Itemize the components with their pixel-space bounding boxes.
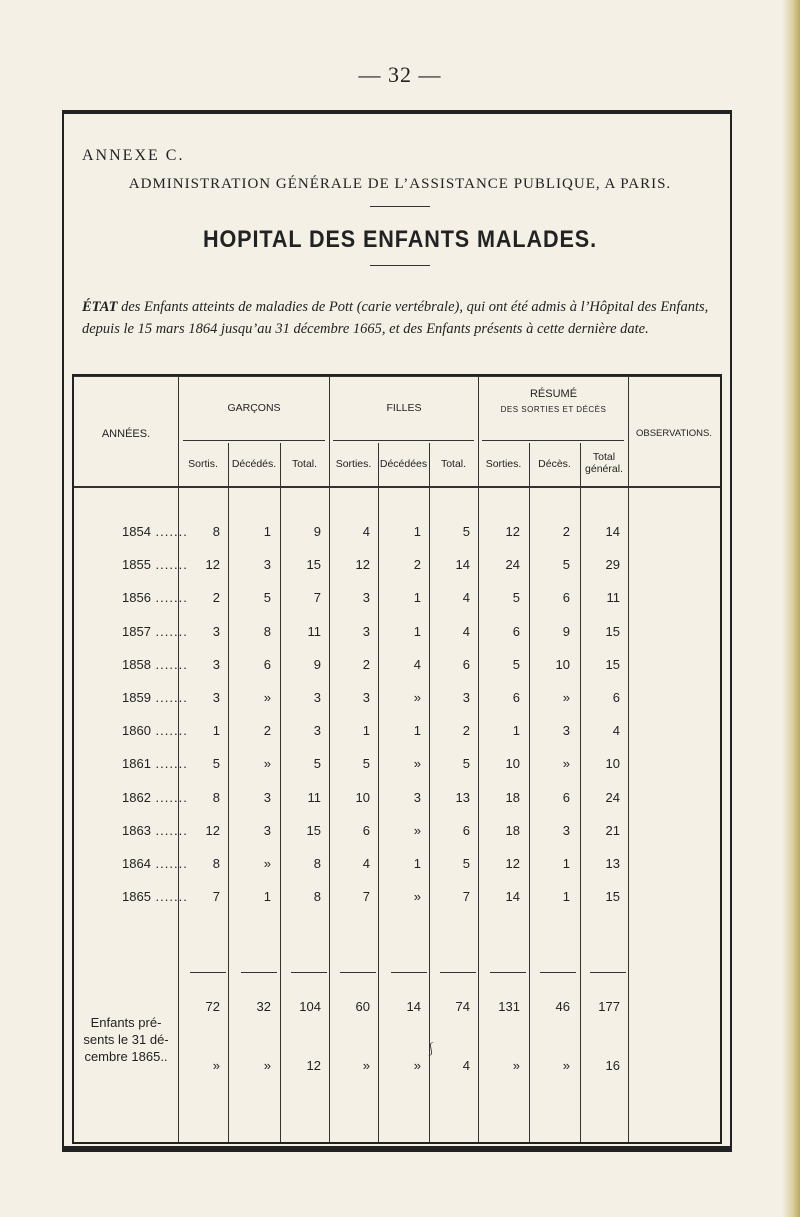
year-value: 1855 xyxy=(122,557,151,573)
table-cell: 12 xyxy=(205,557,220,573)
table-cell: 1 xyxy=(562,889,570,905)
table-cell: 8 xyxy=(212,524,220,539)
table-cell: 6 xyxy=(512,690,520,705)
year-value: 1864 xyxy=(122,856,151,871)
leader-dots: ....... xyxy=(150,690,188,705)
table-cell: 18 xyxy=(505,822,520,838)
table-cell: 131 xyxy=(498,999,520,1014)
table-cell: 6 xyxy=(362,822,370,838)
total-rule xyxy=(540,972,576,973)
table-cell: 32 xyxy=(256,999,271,1014)
caption-lead: ÉTAT xyxy=(82,299,118,315)
header-observations: OBSERVATIONS. xyxy=(635,428,713,439)
table-cell: 24 xyxy=(605,789,620,805)
header-garcons: GARÇONS xyxy=(227,402,281,414)
table-cell: 5 xyxy=(313,756,321,772)
table-cell: » xyxy=(212,1058,220,1073)
row-year xyxy=(122,657,188,672)
table-cell: 3 xyxy=(313,690,321,705)
table-cell: 12 xyxy=(306,1058,321,1073)
table-cell: 3 xyxy=(263,789,271,805)
total-rule xyxy=(291,972,327,973)
table-cell: » xyxy=(562,756,570,772)
table-cell: 9 xyxy=(313,656,321,672)
leader-dots: ....... xyxy=(150,656,188,672)
year-value: 1860 xyxy=(122,723,151,739)
garcons-brace xyxy=(183,440,325,441)
row-year xyxy=(122,723,188,738)
table-cell: 1 xyxy=(413,590,421,606)
table-cell: 7 xyxy=(212,889,220,905)
table-cell: 6 xyxy=(512,623,520,639)
table-cell: 16 xyxy=(605,1058,620,1073)
table-cell: 5 xyxy=(512,590,520,606)
table-cell: 177 xyxy=(598,999,620,1014)
table-cell: 5 xyxy=(462,524,470,539)
total-rule xyxy=(340,972,376,973)
row-year xyxy=(122,557,188,572)
table-cell: » xyxy=(413,1058,421,1073)
table-cell: 6 xyxy=(462,822,470,838)
table-cell: 5 xyxy=(462,856,470,871)
header-annees: ANNÉES. xyxy=(101,428,151,440)
table-cell: 1 xyxy=(413,856,421,871)
table-cell: 2 xyxy=(413,557,421,573)
table-cell: 1 xyxy=(413,723,421,739)
leader-dots: ....... xyxy=(150,623,188,639)
year-value: 1865 xyxy=(122,889,151,905)
table-cell: 2 xyxy=(462,723,470,739)
table-cell: » xyxy=(263,856,271,871)
row-year xyxy=(122,756,188,771)
table-cell: 7 xyxy=(462,889,470,905)
total-rule xyxy=(190,972,226,973)
table-cell: 10 xyxy=(505,756,520,772)
year-value: 1859 xyxy=(122,690,151,705)
table-cell: 3 xyxy=(212,623,220,639)
table-cell: » xyxy=(512,1058,520,1073)
year-value: 1863 xyxy=(122,822,151,838)
table-cell: 4 xyxy=(462,623,470,639)
header-total-general-line2: général. xyxy=(585,463,623,475)
table-cell: 14 xyxy=(406,999,421,1014)
leader-dots: ....... xyxy=(150,789,188,805)
row-year xyxy=(122,524,188,539)
table-cell: 6 xyxy=(263,656,271,672)
header-resume-sub: DES SORTIES ET DÉCÈS xyxy=(500,405,607,414)
table-cell: 4 xyxy=(612,723,620,739)
table-cell: 3 xyxy=(212,656,220,672)
row-year xyxy=(122,624,188,639)
table-cell: 5 xyxy=(462,756,470,772)
table-cell: 3 xyxy=(263,557,271,573)
table-cell: » xyxy=(413,822,421,838)
table-cell: 15 xyxy=(306,822,321,838)
table-cell: 5 xyxy=(263,590,271,606)
table-cell: 3 xyxy=(362,690,370,705)
table-cell: 1 xyxy=(562,856,570,871)
table-cell: » xyxy=(362,1058,370,1073)
table-cell: 3 xyxy=(562,822,570,838)
table-cell: 3 xyxy=(263,822,271,838)
table-cell: 4 xyxy=(413,656,421,672)
table-cell: 9 xyxy=(313,524,321,539)
col-divider xyxy=(628,376,629,1142)
table-cell: 12 xyxy=(355,557,370,573)
leader-dots: ....... xyxy=(150,822,188,838)
table-cell: 2 xyxy=(362,656,370,672)
total-rule xyxy=(590,972,626,973)
present-label xyxy=(76,1014,176,1065)
header-garcons-decedes: Décédés. xyxy=(231,458,277,470)
year-value: 1858 xyxy=(122,656,151,672)
row-year xyxy=(122,823,188,838)
leader-dots: ....... xyxy=(150,856,188,871)
filles-brace xyxy=(333,440,474,441)
header-resume-deces: Décès. xyxy=(538,458,571,470)
table-cell: 5 xyxy=(512,656,520,672)
table-cell: 18 xyxy=(505,789,520,805)
table-cell: 13 xyxy=(455,789,470,805)
present-label-line3: cembre 1865.. xyxy=(84,1049,168,1064)
page-number: — 32 — xyxy=(358,62,442,87)
resume-brace xyxy=(482,440,624,441)
table-cell: 14 xyxy=(505,889,520,905)
header-filles-decedees: Décédées xyxy=(379,458,428,470)
header-total-general xyxy=(580,451,628,475)
table-cell: 10 xyxy=(605,756,620,772)
header-resume: RÉSUMÉ xyxy=(529,388,578,400)
year-value: 1856 xyxy=(122,590,151,606)
row-year xyxy=(122,856,188,871)
table-cell: 6 xyxy=(562,789,570,805)
frame-bottom-rule xyxy=(62,1146,732,1152)
leader-dots: ....... xyxy=(150,557,188,573)
total-rule xyxy=(440,972,476,973)
header-filles-sorties: Sorties. xyxy=(335,458,372,470)
table-cell: 15 xyxy=(605,656,620,672)
table-cell: 3 xyxy=(362,623,370,639)
table-cell: » xyxy=(413,889,421,905)
divider xyxy=(370,265,430,266)
table-cell: 8 xyxy=(313,856,321,871)
row-year xyxy=(122,590,188,605)
table-cell: 2 xyxy=(212,590,220,606)
leader-dots: ....... xyxy=(150,524,188,539)
table-cell: 15 xyxy=(605,623,620,639)
table-cell: 11 xyxy=(606,590,620,606)
year-value: 1861 xyxy=(122,756,151,772)
table-cell: 60 xyxy=(355,999,370,1014)
leader-dots: ....... xyxy=(150,889,188,905)
frame-top-rule xyxy=(62,110,732,114)
header-garcons-sortis: Sortis. xyxy=(188,458,218,470)
header-garcons-total: Total. xyxy=(291,458,318,470)
year-value: 1854 xyxy=(122,524,151,539)
table-cell: » xyxy=(562,1058,570,1073)
row-year xyxy=(122,790,188,805)
total-rule xyxy=(241,972,277,973)
table-cell: 1 xyxy=(413,623,421,639)
table-cell: 21 xyxy=(605,822,620,838)
annex-label: ANNEXE C. xyxy=(82,147,185,164)
header-bottom-rule xyxy=(74,486,720,488)
header-top-rule xyxy=(74,376,720,377)
leader-dots: ....... xyxy=(150,590,188,606)
table-cell: 7 xyxy=(362,889,370,905)
table-cell: 4 xyxy=(462,1058,470,1073)
table-cell: 6 xyxy=(462,656,470,672)
leader-dots: ....... xyxy=(150,756,188,772)
table-cell: 29 xyxy=(605,557,620,573)
table-cell: 2 xyxy=(562,524,570,539)
table-cell: 3 xyxy=(562,723,570,739)
table-cell: 8 xyxy=(212,789,220,805)
administration-heading: ADMINISTRATION GÉNÉRALE DE L’ASSISTANCE PUBLIQUE, A PARIS. xyxy=(128,176,672,192)
table-cell: 1 xyxy=(263,524,271,539)
table-cell: 72 xyxy=(205,999,220,1014)
table-cell: 4 xyxy=(462,590,470,606)
table-cell: 7 xyxy=(313,590,321,606)
table-cell: 13 xyxy=(605,856,620,871)
table-cell: 5 xyxy=(212,756,220,772)
divider xyxy=(370,206,430,207)
hospital-title: HOPITAL DES ENFANTS MALADES. xyxy=(202,226,598,253)
col-divider xyxy=(478,376,479,1142)
table-cell: 1 xyxy=(362,723,370,739)
table-cell: 6 xyxy=(562,590,570,606)
table-cell: 14 xyxy=(605,524,620,539)
caption-text: des Enfants atteints de maladies de Pott (carie vertébrale), qui ont été admis à l’Hôpital des Enfants, depuis le 15 mars 1864 jusqu’au 31 décembre 1665, et des Enfants présents à cette dernière date. xyxy=(82,299,709,337)
table-cell: 8 xyxy=(263,623,271,639)
leader-dots: ....... xyxy=(150,723,188,739)
col-divider xyxy=(378,443,379,1142)
header-resume-sorties: Sorties. xyxy=(485,458,522,470)
year-value: 1862 xyxy=(122,789,151,805)
table-cell: 10 xyxy=(555,656,570,672)
table-cell: 8 xyxy=(212,856,220,871)
row-year xyxy=(122,889,188,904)
table-cell: 4 xyxy=(362,856,370,871)
table-cell: 5 xyxy=(562,557,570,573)
total-rule xyxy=(391,972,427,973)
table-cell: 9 xyxy=(562,623,570,639)
table-cell: 24 xyxy=(505,557,520,573)
table-caption xyxy=(82,296,722,340)
table-cell: 3 xyxy=(313,723,321,739)
table-cell: » xyxy=(263,690,271,705)
year-value: 1857 xyxy=(122,623,151,639)
header-filles: FILLES xyxy=(386,402,422,414)
table-cell: 10 xyxy=(355,789,370,805)
total-rule xyxy=(490,972,526,973)
table-cell: 2 xyxy=(263,723,271,739)
table-cell: 12 xyxy=(505,524,520,539)
table-cell: 1 xyxy=(512,723,520,739)
table-cell: 3 xyxy=(362,590,370,606)
table-cell: 15 xyxy=(306,557,321,573)
table-cell: 3 xyxy=(413,789,421,805)
table-cell: 3 xyxy=(212,690,220,705)
table-cell: 74 xyxy=(455,999,470,1014)
table-cell: 12 xyxy=(505,856,520,871)
header-total-general-line1: Total xyxy=(592,451,616,463)
header-filles-total: Total. xyxy=(440,458,467,470)
table-cell: 104 xyxy=(299,999,321,1014)
table-cell: » xyxy=(562,690,570,705)
table-cell: 11 xyxy=(307,623,321,639)
table-cell: » xyxy=(413,756,421,772)
table-cell: 6 xyxy=(612,690,620,705)
row-year xyxy=(122,690,188,705)
col-divider xyxy=(228,443,229,1142)
table-cell: » xyxy=(263,756,271,772)
table-cell: 11 xyxy=(307,789,321,805)
table-cell: 4 xyxy=(362,524,370,539)
present-label-line1: Enfants pré- xyxy=(90,1015,162,1030)
filles-present-brace: ⎰ xyxy=(425,1042,438,1056)
table-cell: 1 xyxy=(413,524,421,539)
table-cell: 8 xyxy=(313,889,321,905)
table-cell: » xyxy=(263,1058,271,1073)
table-cell: » xyxy=(413,690,421,705)
table-cell: 46 xyxy=(555,999,570,1014)
table-cell: 15 xyxy=(605,889,620,905)
table-cell: 12 xyxy=(205,822,220,838)
table-cell: 1 xyxy=(263,889,271,905)
table-cell: 14 xyxy=(455,557,470,573)
present-label-line2: sents le 31 dé- xyxy=(83,1032,169,1047)
table-cell: 1 xyxy=(212,723,220,739)
table-cell: 3 xyxy=(462,690,470,705)
table-cell: 5 xyxy=(362,756,370,772)
